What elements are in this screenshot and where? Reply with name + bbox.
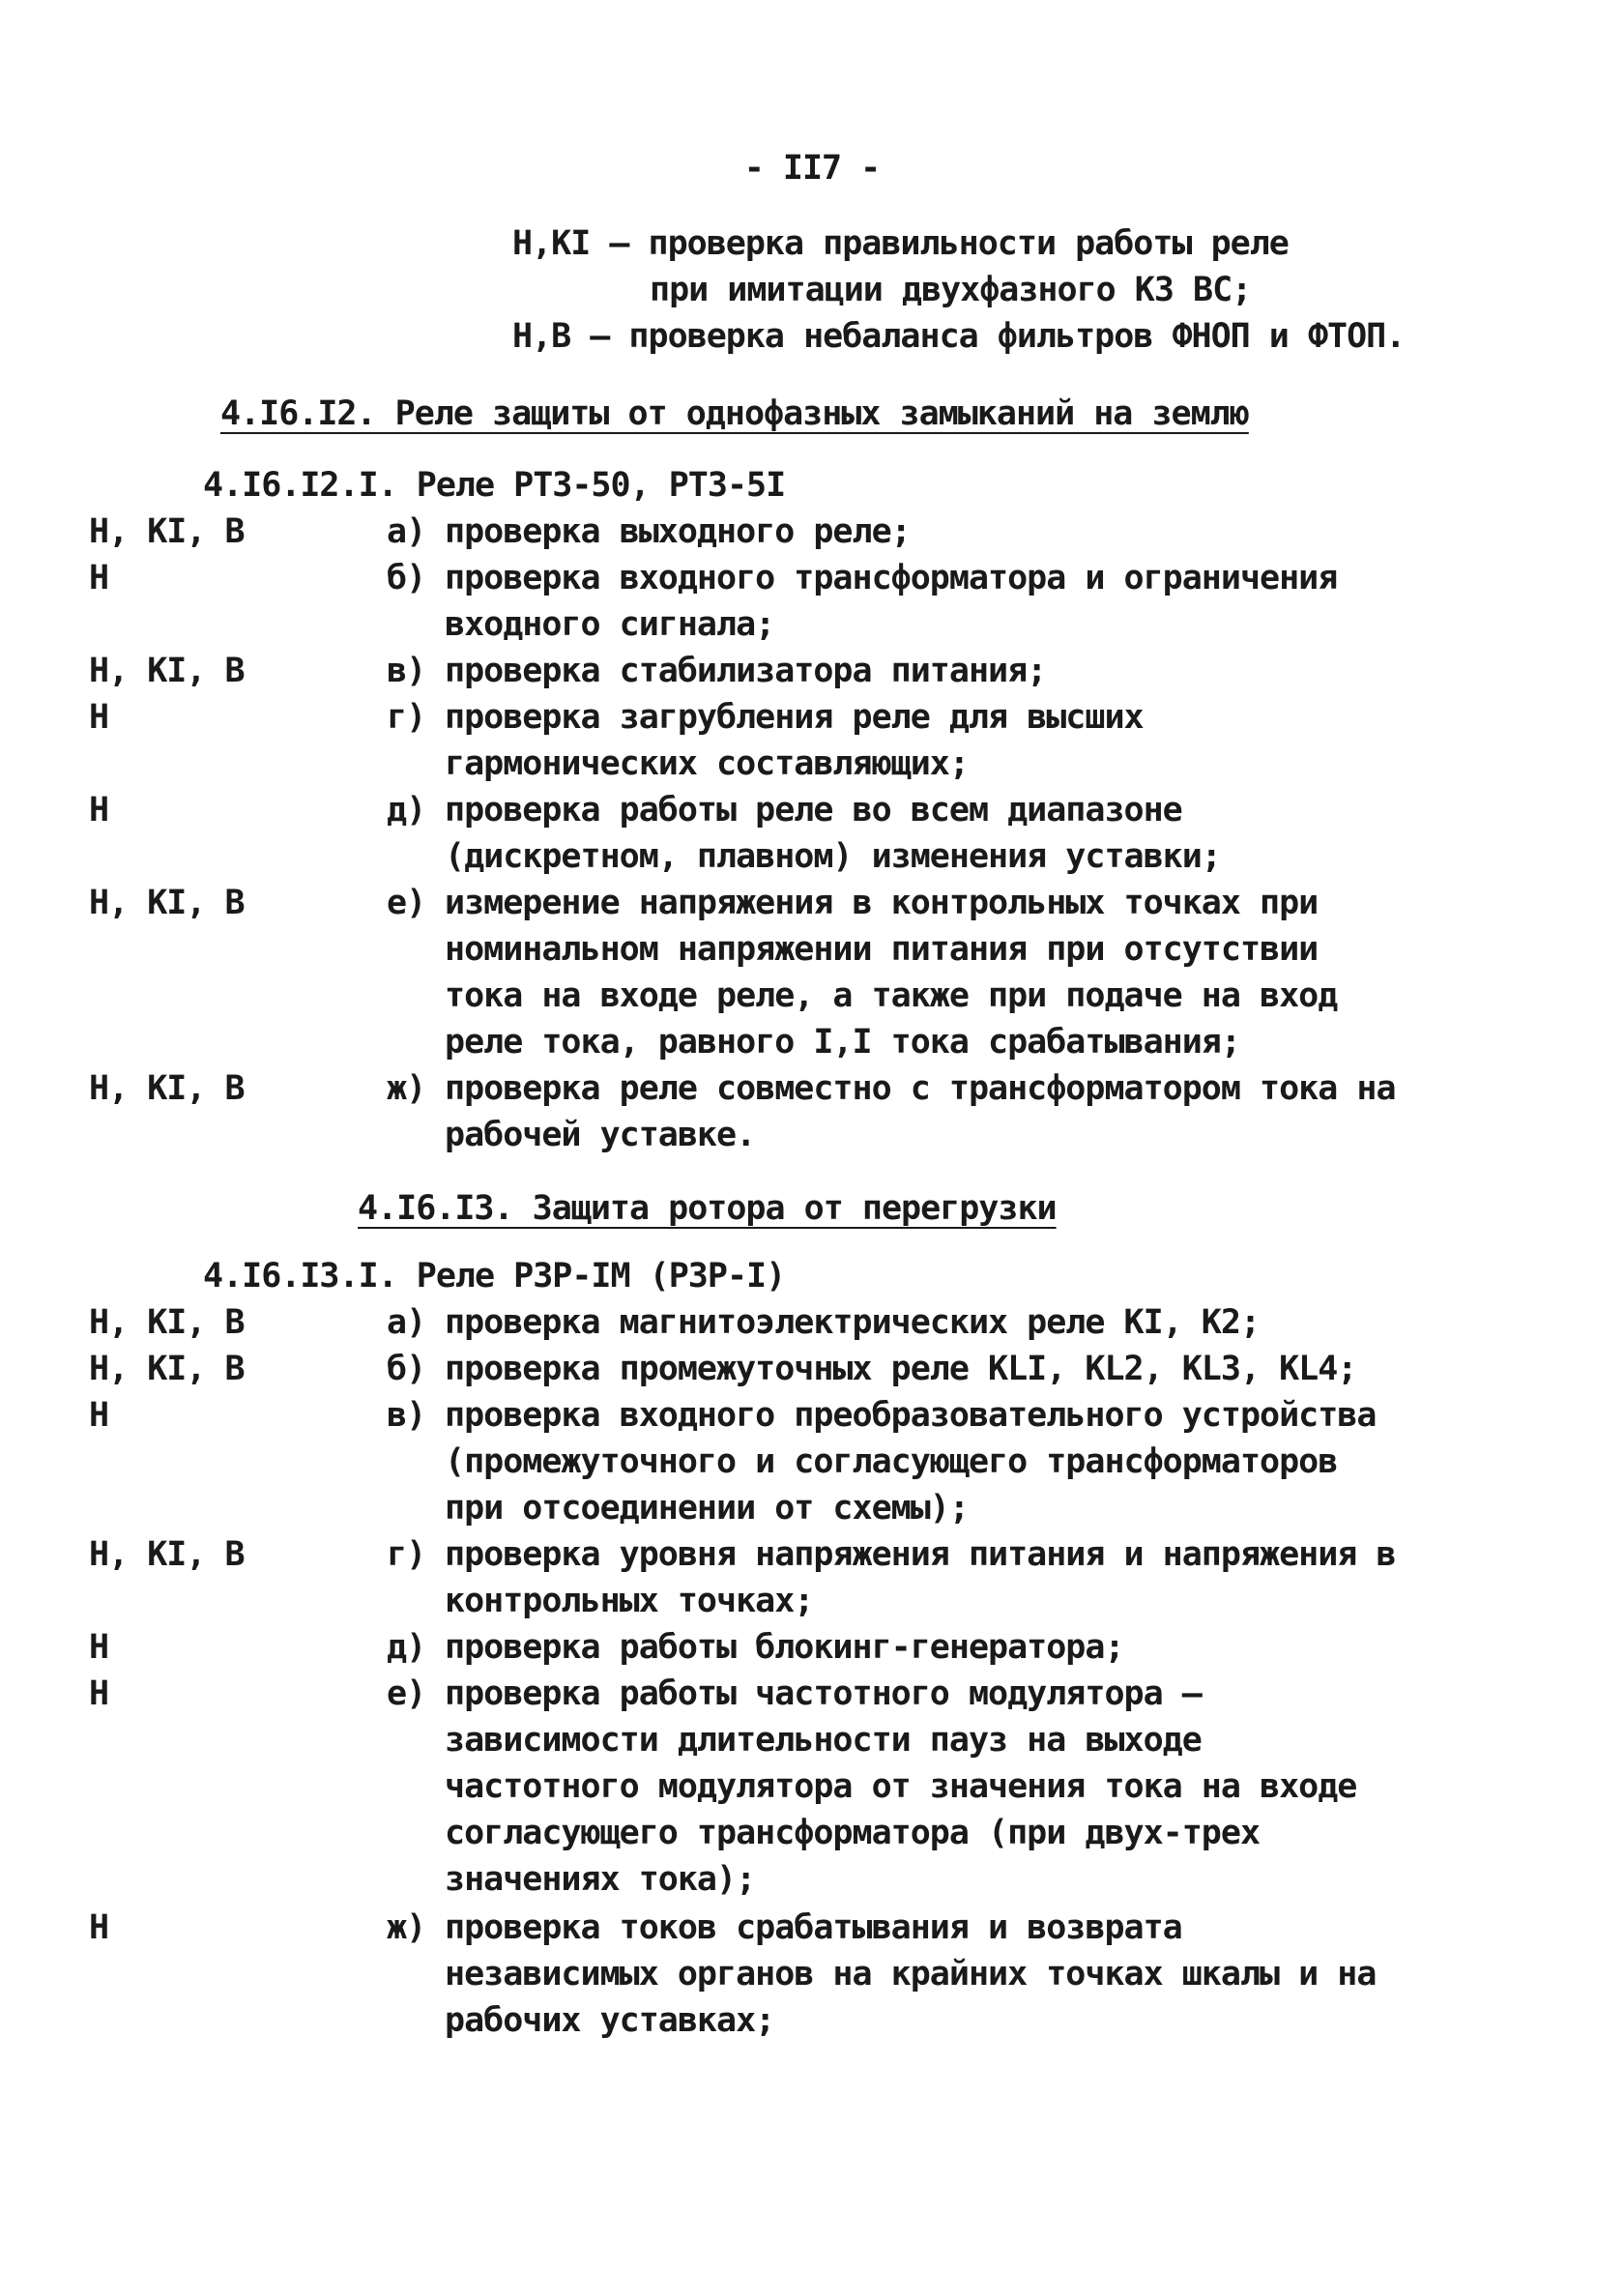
item-text: проверка стабилизатора питания; (445, 652, 1047, 690)
item-letter: д) (387, 1628, 426, 1667)
item-code: Н (89, 1908, 109, 1947)
item-code: Н, КI, В (89, 1069, 245, 1108)
item-letter: а) (387, 1303, 426, 1342)
item-letter: ж) (387, 1069, 426, 1108)
item-text: измерение напряжения в контрольных точках при номинальном напряжении питания при отсутствии тока на входе реле, а также при подаче на вход реле тока, равного I,I тока срабатывания; (445, 884, 1338, 1062)
subsection-heading: 4.I6.I2.I. Реле РТЗ-50, РТЗ-5I (203, 466, 786, 505)
item-text: проверка уровня напряжения питания и напряжения в контрольных точках; (445, 1535, 1396, 1620)
item-text: проверка работы частотного модулятора – зависимости длительности пауз на выходе частотного модулятора от значения тока на входе согласующего трансформатора (при двух-трех значениях тока); (445, 1674, 1357, 1899)
item-code: Н (89, 791, 109, 829)
item-code: Н, КI, В (89, 1535, 245, 1574)
item-code: Н, КI, В (89, 1303, 245, 1342)
item-text: проверка реле совместно с трансформатором тока на рабочей уставке. (445, 1069, 1396, 1154)
item-code: Н (89, 559, 109, 597)
item-code: Н, КI, В (89, 652, 245, 690)
item-letter: е) (387, 884, 426, 922)
item-code: Н, КI, В (89, 512, 245, 551)
item-text: проверка входного трансформатора и ограничения входного сигнала; (445, 559, 1338, 644)
section-heading: 4.I6.I2. Реле защиты от однофазных замыканий на землю (220, 394, 1249, 433)
item-text: проверка промежуточных реле КLI, КL2, КL3, КL4; (445, 1350, 1357, 1388)
item-text: проверка выходного реле; (445, 512, 911, 551)
page-number: - II7 - (743, 149, 881, 188)
item-code: Н (89, 1674, 109, 1713)
intro-line-2: при имитации двухфазного КЗ ВС; (650, 271, 1252, 309)
item-letter: в) (387, 652, 426, 690)
item-letter: а) (387, 512, 426, 551)
subsection-heading: 4.I6.I3.I. Реле РЗР-IМ (РЗР-I) (203, 1257, 786, 1295)
item-letter: б) (387, 559, 426, 597)
item-text: проверка входного преобразовательного устройства (промежуточного и согласующего трансформаторов при отсоединении от схемы); (445, 1396, 1377, 1528)
item-letter: б) (387, 1350, 426, 1388)
item-code: Н (89, 1396, 109, 1435)
item-code: Н, КI, В (89, 1350, 245, 1388)
item-letter: д) (387, 791, 426, 829)
item-text: проверка работы блокинг-генератора; (445, 1628, 1124, 1667)
item-letter: в) (387, 1396, 426, 1435)
item-code: Н (89, 1628, 109, 1667)
item-letter: ж) (387, 1908, 426, 1947)
intro-line-3: Н,В – проверка небаланса фильтров ФНОП и ФТОП. (512, 317, 1406, 356)
item-text: проверка токов срабатывания и возврата независимых органов на крайних точках шкалы и на рабочих уставках; (445, 1908, 1377, 2040)
item-code: Н, КI, В (89, 884, 245, 922)
item-text: проверка магнитоэлектрических реле КI, К2; (445, 1303, 1261, 1342)
item-text: проверка работы реле во всем диапазоне (дискретном, плавном) изменения уставки; (445, 791, 1221, 876)
item-letter: е) (387, 1674, 426, 1713)
section-heading: 4.I6.I3. Защита ротора от перегрузки (358, 1189, 1057, 1228)
intro-line-1: Н,КI – проверка правильности работы реле (512, 224, 1289, 263)
item-letter: г) (387, 698, 426, 737)
item-letter: г) (387, 1535, 426, 1574)
item-text: проверка загрубления реле для высших гармонических составляющих; (445, 698, 1144, 783)
item-code: Н (89, 698, 109, 737)
